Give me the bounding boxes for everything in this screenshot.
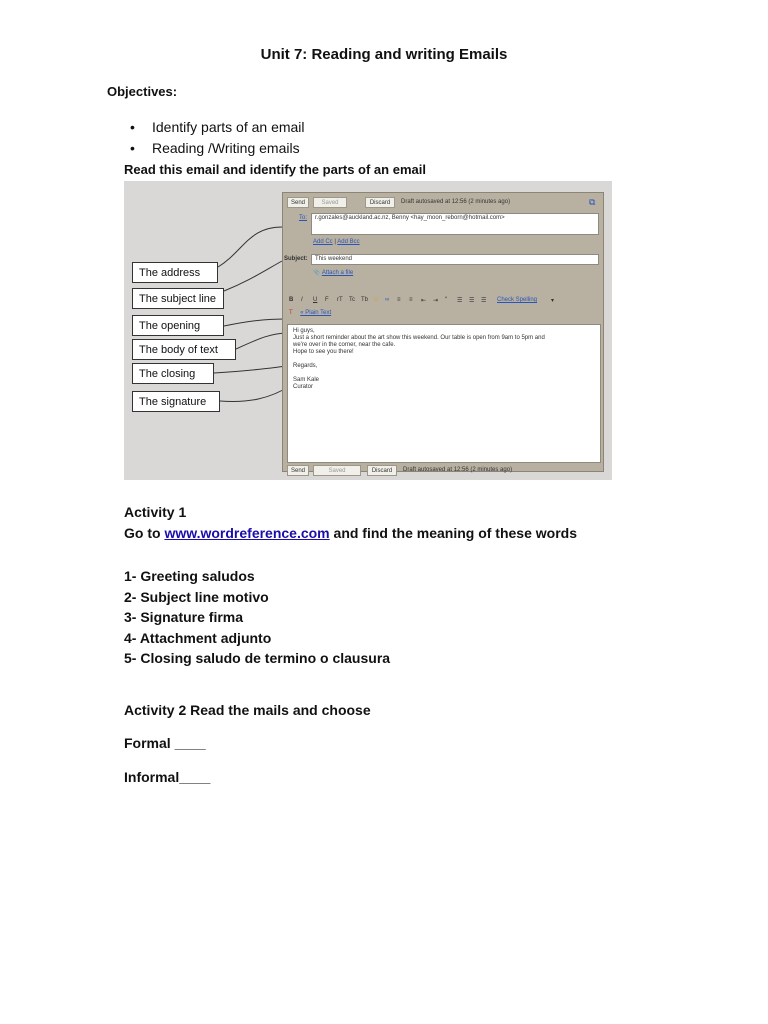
- bold-icon[interactable]: B: [289, 297, 294, 303]
- send-button-bottom[interactable]: Send: [287, 465, 309, 476]
- attach-file[interactable]: [313, 269, 353, 276]
- formal-blank: Formal ____: [124, 735, 206, 751]
- vocabulary-list: [124, 566, 390, 669]
- label-subject-line: The subject line: [132, 288, 224, 309]
- italic-icon[interactable]: I: [301, 297, 303, 303]
- popout-icon[interactable]: ⧉: [589, 197, 596, 207]
- goto-suffix: and find the meaning of these words: [329, 525, 577, 541]
- informal-blank: Informal____: [124, 769, 211, 785]
- link-icon[interactable]: ∞: [385, 297, 390, 303]
- align-right-icon[interactable]: ☰: [481, 298, 487, 304]
- discard-button-bottom[interactable]: Discard: [367, 465, 397, 476]
- paperclip-icon: 📎: [313, 270, 321, 276]
- highlight-icon[interactable]: Tb: [361, 297, 369, 303]
- check-spelling-link[interactable]: Check Spelling: [497, 297, 538, 303]
- to-label[interactable]: To:: [299, 215, 308, 221]
- label-signature: The signature: [132, 391, 220, 412]
- list-item: 1- Greeting saludos: [124, 568, 255, 584]
- body-line: Hope to see you there!: [293, 349, 354, 355]
- bulleted-list-icon[interactable]: ≡: [409, 297, 413, 303]
- wordreference-link[interactable]: www.wordreference.com: [164, 525, 330, 541]
- list-item: 3- Signature firma: [124, 609, 244, 625]
- plain-text-link[interactable]: « Plain Text: [300, 310, 332, 316]
- plain-text-toggle[interactable]: [289, 310, 331, 316]
- indent-more-icon[interactable]: ⇥: [433, 298, 439, 304]
- discard-button[interactable]: Discard: [365, 197, 395, 208]
- align-center-icon[interactable]: ☰: [469, 298, 475, 304]
- activity2-heading: Activity 2 Read the mails and choose: [124, 702, 371, 718]
- label-address: The address: [132, 262, 218, 283]
- add-bcc-link[interactable]: Add Bcc: [337, 239, 360, 245]
- text-color-icon[interactable]: Tc: [349, 297, 355, 303]
- remove-format-icon: T: [289, 310, 293, 316]
- label-body-of-text: The body of text: [132, 339, 236, 360]
- saved-button[interactable]: Saved: [313, 197, 347, 208]
- saved-button-bottom[interactable]: Saved: [313, 465, 361, 476]
- draft-status-bottom: Draft autosaved at 12:56 (2 minutes ago): [403, 467, 513, 473]
- body-line: Just a short reminder about the art show this weekend. Our table is open from 9am to 5pm and: [293, 335, 545, 341]
- body-line: Sam Kale: [293, 377, 320, 383]
- quote-icon[interactable]: “: [445, 297, 447, 303]
- email-figure: [124, 181, 612, 480]
- font-icon[interactable]: F: [325, 297, 329, 303]
- label-opening: The opening: [132, 315, 224, 336]
- add-cc-link[interactable]: Add Cc: [313, 239, 333, 245]
- subject-field[interactable]: This weekend: [311, 254, 599, 265]
- body-line: Regards,: [293, 363, 318, 369]
- chevron-down-icon[interactable]: ▾: [551, 298, 555, 304]
- body-line: Hi guys,: [293, 328, 315, 334]
- objectives-heading: Objectives:: [107, 84, 178, 99]
- list-item: • Reading /Writing emails: [130, 138, 305, 159]
- list-item: 2- Subject line motivo: [124, 588, 269, 605]
- activity1-heading: Activity 1: [124, 504, 187, 520]
- instruction-text: Read this email and identify the parts of an email: [124, 162, 426, 177]
- send-button[interactable]: Send: [287, 197, 309, 208]
- email-body[interactable]: [287, 324, 601, 463]
- align-left-icon[interactable]: ☰: [457, 298, 463, 304]
- emoticon-icon[interactable]: ☺: [373, 297, 380, 303]
- label-closing: The closing: [132, 363, 214, 384]
- numbered-list-icon[interactable]: ≡: [397, 297, 401, 303]
- list-item: 5- Closing saludo de termino o clausura: [124, 650, 391, 666]
- body-line: Curator: [293, 384, 314, 390]
- list-item: 4- Attachment adjunto: [124, 629, 272, 646]
- attach-file-link[interactable]: Attach a file: [321, 270, 354, 276]
- activity1-instruction: [124, 525, 577, 541]
- draft-status: Draft autosaved at 12:56 (2 minutes ago): [401, 199, 511, 205]
- indent-less-icon[interactable]: ⇤: [421, 298, 427, 304]
- page-title: Unit 7: Reading and writing Emails: [260, 46, 508, 63]
- to-field[interactable]: r.gonzales@auckland.ac.nz, Benny <hay_moon_reborn@hotmail.com>: [311, 213, 599, 235]
- goto-prefix: Go to: [124, 525, 165, 541]
- formatting-toolbar: [289, 297, 599, 309]
- list-item: • Identify parts of an email: [130, 117, 305, 138]
- body-line: we're over in the corner, near the cafe.: [293, 342, 396, 348]
- subject-label: Subject:: [284, 256, 308, 262]
- font-size-icon[interactable]: rT: [337, 297, 343, 303]
- objectives-list: [130, 117, 305, 159]
- email-client: [282, 192, 604, 472]
- body-line: [293, 356, 595, 363]
- cc-bcc-links: Add Cc | Add Bcc: [313, 239, 360, 245]
- body-line: [293, 370, 595, 377]
- underline-icon[interactable]: U: [313, 297, 318, 303]
